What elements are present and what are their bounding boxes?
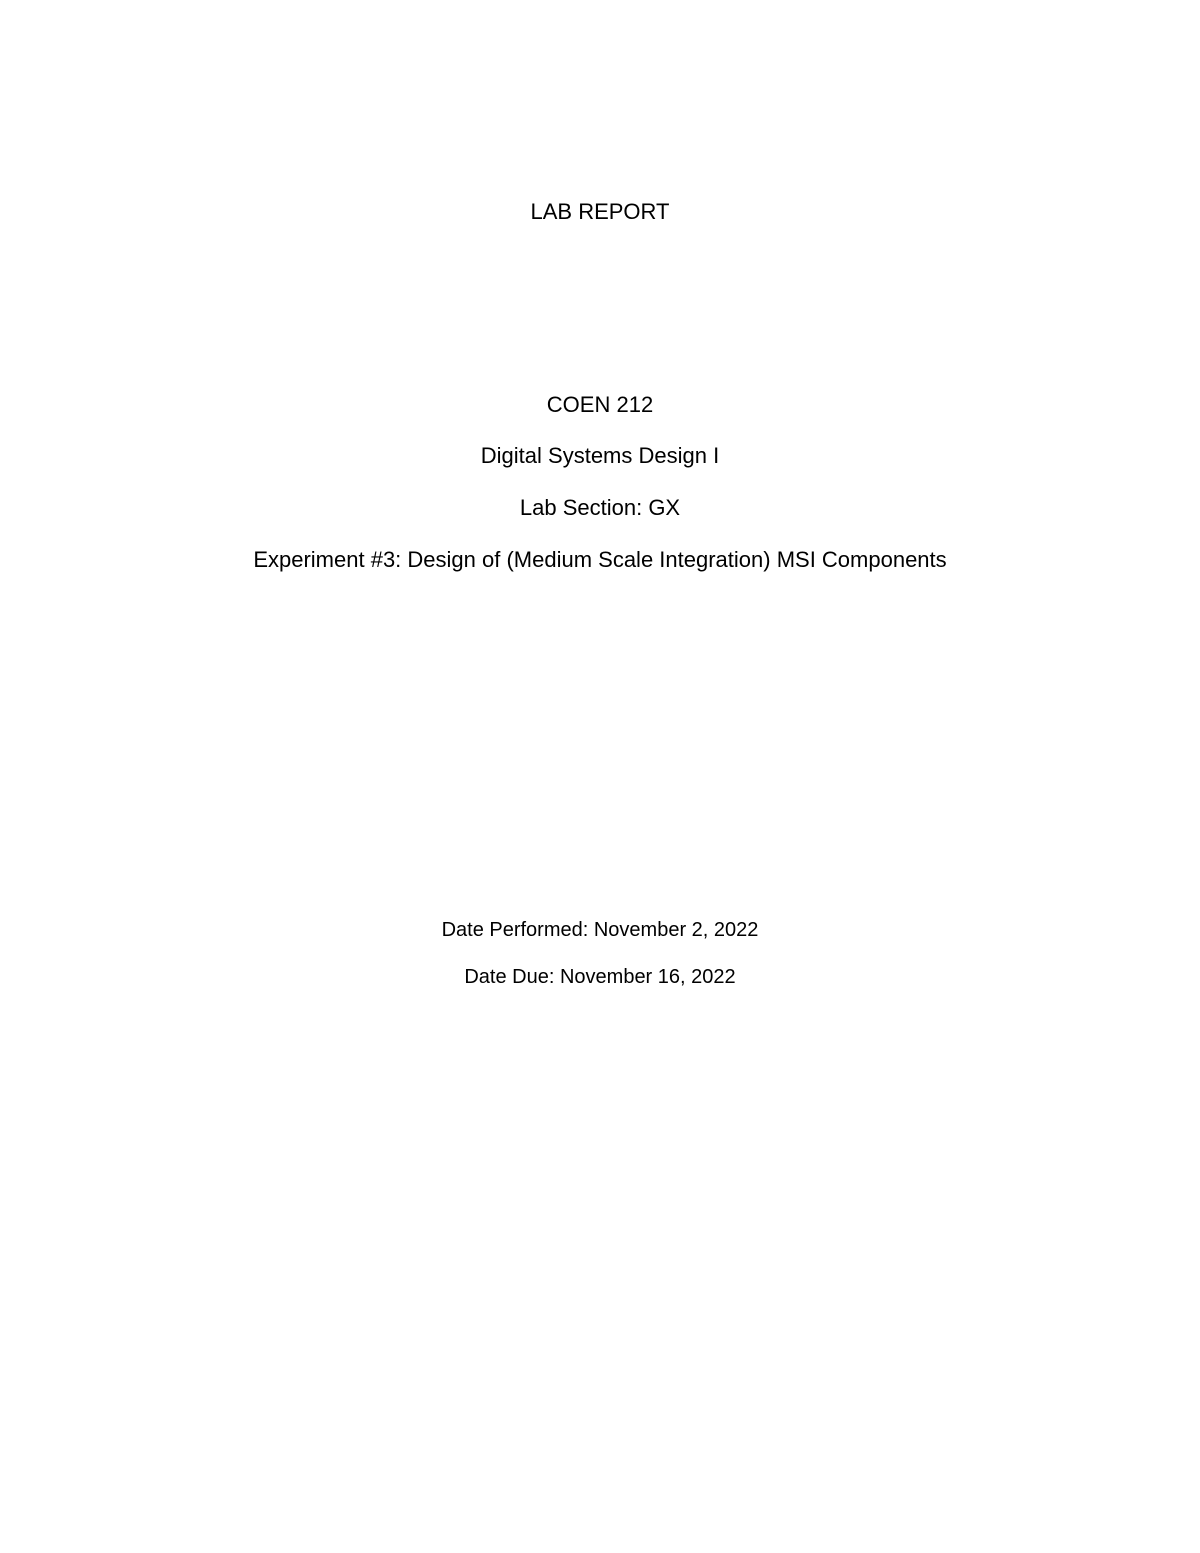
course-code: COEN 212 [546, 392, 654, 417]
date-due: Date Due: November 16, 2022 [464, 966, 736, 988]
lab-section: Lab Section: GX [519, 495, 681, 520]
experiment-title: Experiment #3: Design of (Medium Scale Integration) MSI Components [253, 547, 947, 572]
report-title: LAB REPORT [530, 199, 670, 224]
date-performed: Date Performed: November 2, 2022 [441, 919, 759, 941]
course-name: Digital Systems Design I [480, 443, 720, 468]
